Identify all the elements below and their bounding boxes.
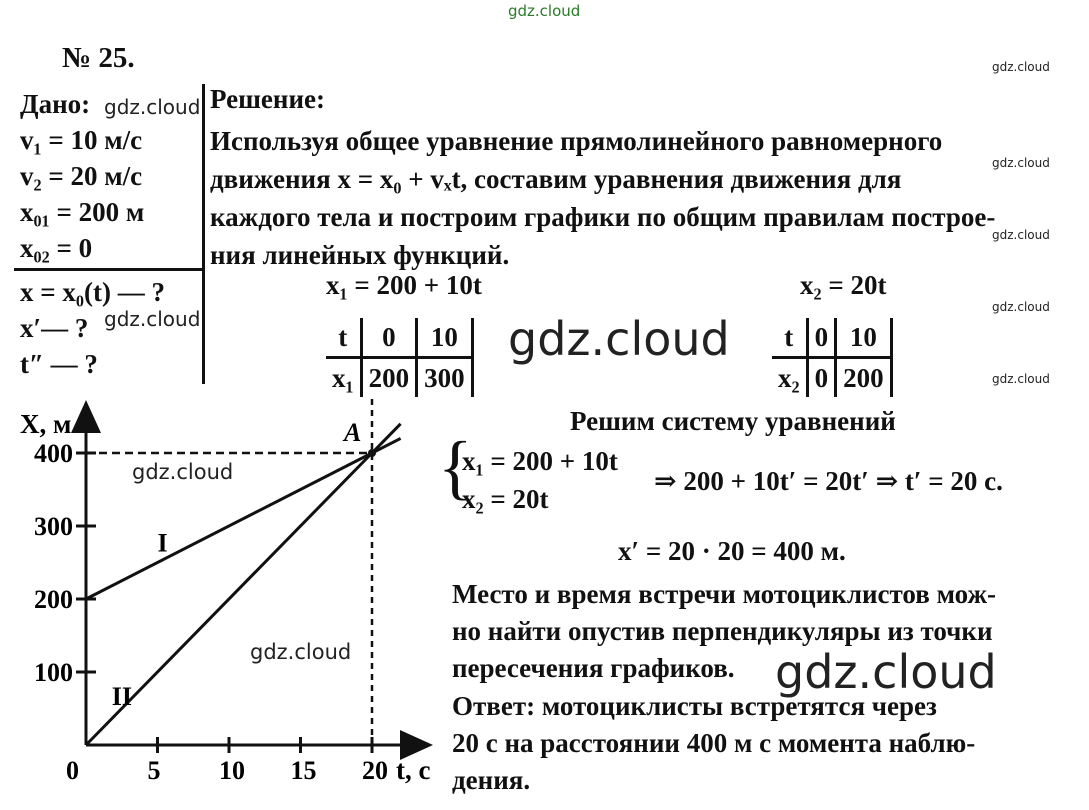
solution-intro [210, 122, 995, 274]
watermark-large: gdz.cloud [508, 312, 730, 366]
y-tick-label: 300 [34, 512, 73, 541]
table-cell: 0 [807, 318, 836, 358]
given-line: x₀₂ = 0 [20, 233, 93, 263]
table-cell: 0 [807, 358, 836, 398]
value-table-2 [772, 318, 893, 397]
y-tick-label: 200 [34, 585, 73, 614]
equation-x2: x₂ = 20t [800, 270, 887, 300]
x-tick-label: 20 [362, 756, 388, 785]
system-result: ⇒ 200 + 10t′ = 20t′ ⇒ t′ = 20 с. [654, 466, 1003, 496]
watermark-top: gdz.cloud [508, 2, 581, 20]
y-tick-label: 400 [34, 439, 73, 468]
series-label: II [111, 681, 132, 711]
conclusion-line: пересечения графиков. [452, 653, 735, 683]
watermark-large: gdz.cloud [775, 645, 997, 699]
given-divider [14, 268, 204, 271]
x-result: x′ = 20 · 20 = 400 м. [618, 536, 846, 566]
answer-line: дения. [452, 765, 531, 795]
conclusion-line: но найти опустив перпендикуляры из точки [452, 616, 993, 646]
table-cell: 200 [836, 358, 892, 398]
find-line: x = x₀(t) — ? [20, 277, 165, 307]
find-block [20, 274, 165, 382]
y-axis-label: X, м [20, 409, 72, 439]
solution-heading: Решение: [210, 84, 325, 114]
given-separator [202, 84, 205, 384]
intersection-label: A [344, 418, 362, 447]
find-line: t″ — ? [20, 349, 98, 379]
intro-line: движения x = x₀ + vₓt, составим уравнения движения для [210, 164, 902, 194]
answer-line: Ответ: мотоциклисты встретятся через [452, 691, 937, 721]
watermark: gdz.cloud [104, 95, 201, 119]
table-cell: 300 [417, 358, 473, 398]
watermark: gdz.cloud [132, 460, 234, 484]
given-line: x₀₁ = 200 м [20, 197, 145, 227]
system-equations [462, 442, 618, 518]
x-axis-label: t, с [396, 755, 431, 785]
table-cell: 10 [836, 318, 892, 358]
equation-x1: x₁ = 200 + 10t [326, 270, 482, 300]
problem-number: № 25. [62, 42, 135, 74]
watermark: gdz.cloud [992, 300, 1050, 314]
given-line: v₂ = 20 м/с [20, 161, 143, 191]
table-cell: t [326, 318, 361, 358]
intro-line: ния линейных функций. [210, 240, 510, 270]
x-tick-label: 15 [290, 756, 317, 785]
find-line: x′— ? [20, 313, 89, 343]
intro-line: Используя общее уравнение прямолинейного равномерного [210, 126, 943, 156]
system-eq: x₁ = 200 + 10t [462, 446, 618, 476]
conclusion [452, 576, 996, 687]
watermark: gdz.cloud [992, 60, 1050, 74]
motion-graph [0, 395, 450, 810]
intersection-point [368, 449, 376, 457]
watermark: gdz.cloud [992, 228, 1050, 242]
given-line: v₁ = 10 м/с [20, 125, 143, 155]
watermark: gdz.cloud [250, 640, 352, 664]
table-cell: 10 [417, 318, 473, 358]
watermark: gdz.cloud [992, 156, 1050, 170]
system-title: Решим систему уравнений [570, 406, 896, 436]
series-label: I [157, 528, 168, 558]
value-table-1 [326, 318, 474, 397]
series-line-I [86, 438, 401, 599]
given-heading: Дано: [20, 89, 91, 119]
watermark: gdz.cloud [104, 307, 201, 331]
x-tick-label: 10 [219, 756, 245, 785]
system-eq: x₂ = 20t [462, 484, 549, 514]
intro-line: каждого тела и построим графики по общим правилам построе- [210, 202, 996, 232]
table-cell: x₂ [772, 358, 807, 398]
table-cell: 200 [361, 358, 417, 398]
x-tick-label: 5 [147, 756, 161, 785]
conclusion-line: Место и время встречи мотоциклистов мож- [452, 579, 997, 609]
table-cell: x₁ [326, 358, 361, 398]
given-block [20, 86, 144, 266]
table-cell: 0 [361, 318, 417, 358]
y-tick-label: 100 [34, 658, 73, 687]
series-line-II [86, 424, 401, 745]
x-tick-label: 0 [66, 756, 79, 785]
system-brace: { [438, 427, 473, 507]
table-cell: t [772, 318, 807, 358]
watermark: gdz.cloud [992, 372, 1050, 386]
answer-line: 20 с на расстоянии 400 м с момента наблю- [452, 728, 976, 758]
answer [452, 688, 975, 799]
